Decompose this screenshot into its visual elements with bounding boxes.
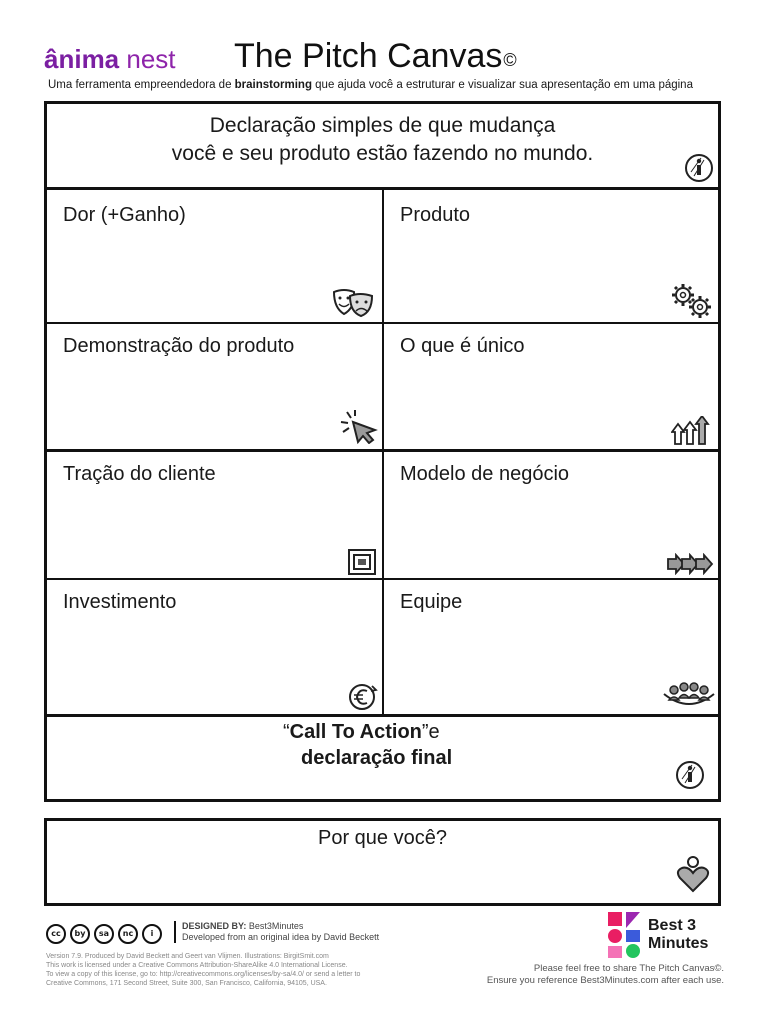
statement-line2: você e seu produto estão fazendo no mundo. (171, 142, 594, 165)
license-icons (46, 924, 162, 944)
non-commercial-icon: nc (118, 924, 138, 944)
license-line3: Creative Commons, 171 Second Street, Suite 300, San Francisco, California, 94105, USA. (46, 980, 327, 987)
page-subtitle (48, 78, 693, 92)
cell-label: Tração do cliente (63, 463, 216, 485)
statement-cell[interactable] (47, 104, 718, 190)
copyright-mark: © (503, 50, 517, 70)
cta-quote-close: ”e (421, 721, 440, 743)
subtitle-after: que ajuda você a estruturar e visualizar sua apresentação em uma página (311, 79, 693, 91)
statement-line1: Declaração simples de que mudança (209, 114, 556, 137)
cell-label: Demonstração do produto (63, 335, 295, 357)
brand-line1: Best 3 (648, 917, 697, 934)
designed-by-value: Best3Minutes (246, 921, 304, 931)
cell-label: Produto (400, 204, 471, 226)
info-icon (674, 759, 706, 791)
pitch-canvas-frame (44, 101, 721, 802)
cta-line2: declaração final (301, 747, 453, 769)
person-icon: i (142, 924, 162, 944)
cta-quote-open: “ (283, 721, 290, 743)
anima-nest-logo (44, 44, 176, 74)
cta-cell[interactable] (47, 714, 718, 799)
cta-bold: Call To Action (289, 721, 422, 743)
developed-by: Developed from an original idea by David Beckett (182, 932, 380, 942)
cell-label: Equipe (400, 591, 463, 613)
share-line2: Ensure you reference Best3Minutes.com after each use. (486, 975, 724, 986)
share-line1: Please feel free to share The Pitch Canvas©. (533, 963, 724, 974)
cell-business-model[interactable] (384, 452, 718, 578)
cell-investment[interactable] (47, 580, 382, 714)
euro-icon (347, 682, 379, 712)
cell-label: Investimento (63, 591, 177, 613)
cell-product[interactable] (384, 193, 718, 322)
cell-label: O que é único (400, 335, 525, 357)
cc-icon: cc (46, 924, 66, 944)
arrows-right-icon (666, 553, 716, 575)
subtitle-bold: brainstorming (234, 79, 312, 91)
cell-traction[interactable] (47, 452, 382, 578)
team-icon (662, 680, 716, 708)
target-square-icon (347, 548, 377, 576)
best3minutes-logo (606, 910, 644, 960)
arrows-up-icon (671, 416, 715, 446)
heart-person-icon (675, 855, 711, 895)
cell-team[interactable] (384, 580, 718, 714)
why-you-label: Por que você? (318, 827, 447, 849)
cell-pain[interactable] (47, 193, 382, 322)
logo-suffix: nest (126, 44, 176, 74)
info-icon (684, 153, 714, 183)
designed-by (174, 921, 379, 943)
attribution-icon: by (70, 924, 90, 944)
brand-line2: Minutes (648, 935, 709, 952)
cell-label: Dor (+Ganho) (63, 204, 186, 226)
license-text (46, 952, 426, 988)
version-line: Version 7.9. Produced by David Beckett and Geert van Vlijmen. Illustrations: BirgitSmit.com (46, 953, 329, 960)
subtitle-before: Uma ferramenta empreendedora de (48, 79, 235, 91)
license-line1: This work is licensed under a Creative Commons Attribution-ShareAlike 4.0 International License. (46, 962, 348, 969)
license-line2: To view a copy of this license, go to: http://creativecommons.org/licenses/by-sa/4.0/ or send a letter to (46, 971, 361, 978)
cell-label: Modelo de negócio (400, 463, 570, 485)
cta-line1 (283, 721, 440, 744)
click-cursor-icon (339, 408, 379, 444)
share-alike-icon: sa (94, 924, 114, 944)
cell-demo[interactable] (47, 324, 382, 449)
designed-by-label: DESIGNED BY: (182, 921, 247, 931)
cell-unique[interactable] (384, 324, 718, 449)
share-note (440, 963, 724, 987)
title-text: The Pitch Canvas (234, 37, 503, 75)
statement-text (47, 104, 718, 168)
page-title (234, 36, 517, 76)
gears-icon (669, 281, 713, 319)
best3minutes-brand (648, 917, 708, 953)
logo-prefix: ânima (44, 44, 120, 74)
masks-icon (330, 288, 376, 318)
why-you-box[interactable] (44, 818, 721, 906)
